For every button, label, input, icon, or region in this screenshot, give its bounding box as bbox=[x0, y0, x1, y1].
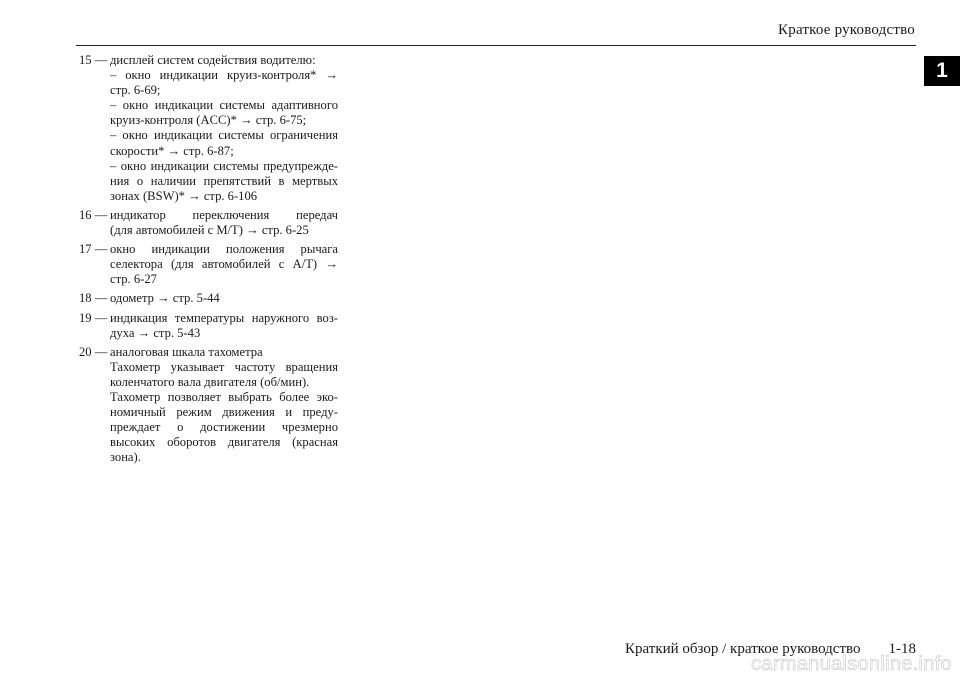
legend-text-line: стр. 6-27 bbox=[110, 272, 157, 287]
legend-text-line: преждает о достижении чрезмерно bbox=[110, 420, 338, 435]
legend-text-line: окно индикации положения рычага bbox=[110, 242, 338, 257]
legend-text-line: – окно индикации системы адаптивного bbox=[110, 98, 338, 113]
legend-text-line: зона). bbox=[110, 450, 141, 465]
footer-section-title: Краткий обзор / краткое руководство bbox=[625, 641, 861, 657]
chapter-tab[interactable]: 1 bbox=[924, 56, 960, 86]
legend-entry-text bbox=[110, 53, 338, 204]
legend-text-line: коленчатого вала двигателя (об/мин). bbox=[110, 374, 310, 389]
legend-entry-text bbox=[110, 291, 338, 306]
legend-entry bbox=[79, 311, 338, 341]
legend-text-line: индикатор переключения передач bbox=[110, 207, 338, 222]
legend-entry bbox=[79, 345, 338, 466]
legend-text-line: стр. 6-69; bbox=[110, 83, 161, 98]
instrument-legend-list bbox=[79, 53, 338, 469]
legend-text-line: зонах (BSW)* → стр. 6-106 bbox=[110, 188, 258, 203]
watermark: carmanualsonline.info bbox=[751, 653, 952, 675]
legend-text-line: – окно индикации круиз-контроля* → bbox=[110, 68, 338, 83]
legend-text-line: номичный режим движения и преду- bbox=[110, 405, 338, 420]
legend-entry bbox=[79, 208, 338, 238]
legend-entry-number: 18 — bbox=[79, 291, 108, 306]
legend-text-line: одометр → стр. 5-44 bbox=[110, 291, 220, 306]
legend-entry bbox=[79, 242, 338, 287]
legend-text-line: аналоговая шкала тахометра bbox=[110, 344, 263, 359]
legend-text-line: (для автомобилей с M/T) → стр. 6-25 bbox=[110, 223, 309, 238]
legend-entry-number: 20 — bbox=[79, 344, 108, 359]
legend-entry-text bbox=[110, 345, 338, 466]
legend-entry-number: 19 — bbox=[79, 310, 108, 325]
legend-text-line: ния о наличии препятствий в мертвых bbox=[110, 173, 338, 188]
legend-text-line: дисплей систем содействия водителю: bbox=[110, 53, 316, 67]
legend-text-line: духа → стр. 5-43 bbox=[110, 325, 201, 340]
legend-text-line: Тахометр позволяет выбрать более эко- bbox=[110, 389, 338, 404]
legend-text-line: Тахометр указывает частоту вращения bbox=[110, 359, 338, 374]
legend-text-line: – окно индикации системы ограничения bbox=[110, 128, 338, 143]
legend-entry-text bbox=[110, 242, 338, 287]
legend-entry bbox=[79, 53, 338, 204]
header-divider bbox=[76, 45, 916, 46]
legend-entry-number: 17 — bbox=[79, 242, 108, 257]
legend-entry-text bbox=[110, 311, 338, 341]
legend-entry-number: 15 — bbox=[79, 53, 108, 67]
legend-text-line: – окно индикации системы предупрежде- bbox=[110, 158, 338, 173]
legend-entry-number: 16 — bbox=[79, 207, 108, 222]
legend-text-line: высоких оборотов двигателя (красная bbox=[110, 435, 338, 450]
legend-entry-text bbox=[110, 208, 338, 238]
legend-text-line: скорости* → стр. 6-87; bbox=[110, 143, 234, 158]
legend-text-line: круиз-контроля (ACC)* → стр. 6-75; bbox=[110, 113, 307, 128]
legend-text-line: селектора (для автомобилей с A/T) → bbox=[110, 257, 338, 272]
page-number: 1-18 bbox=[888, 641, 916, 657]
legend-entry bbox=[79, 291, 338, 306]
header-title: Краткое руководство bbox=[778, 22, 915, 38]
legend-text-line: индикация температуры наружного воз- bbox=[110, 310, 338, 325]
